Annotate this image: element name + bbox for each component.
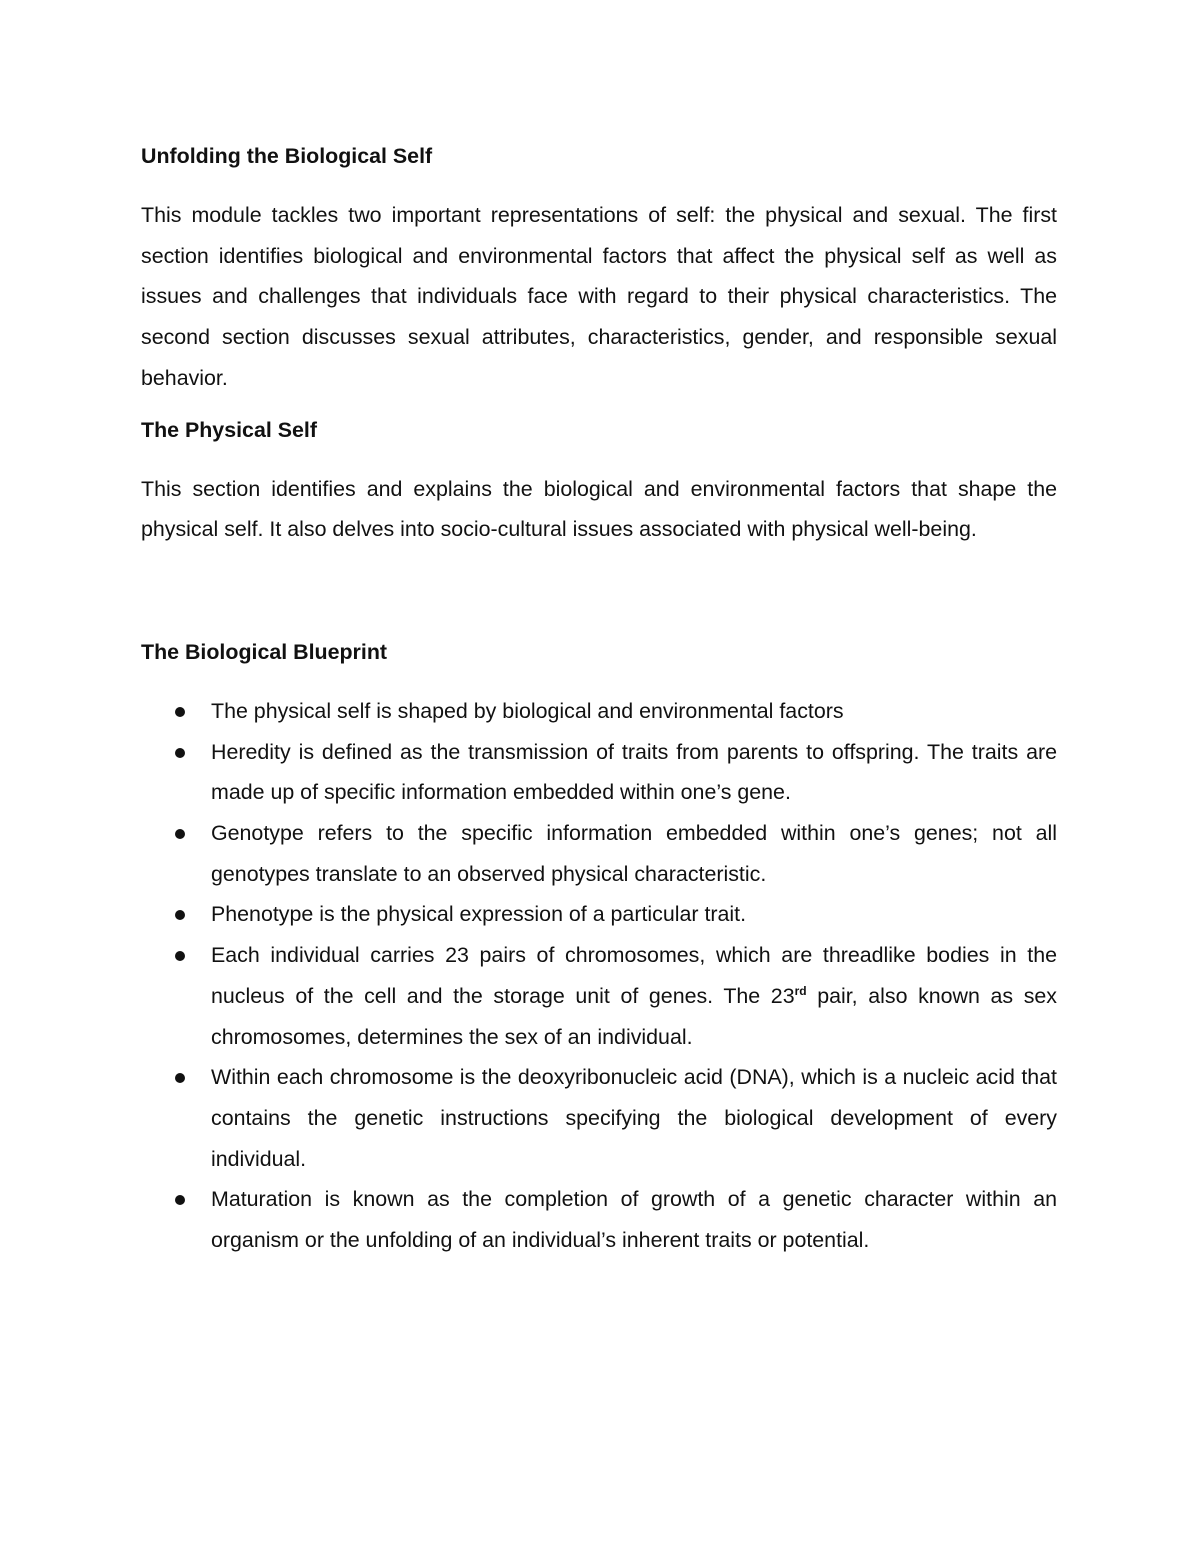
ordinal-superscript: rd <box>794 983 807 998</box>
list-item <box>141 691 1057 732</box>
bullet-icon <box>175 829 185 839</box>
bullet-text-after: pair, also known as sex chromosomes, determines the sex of an individual. <box>211 983 1057 1049</box>
physical-self-heading: The Physical Self <box>141 417 317 442</box>
list-item <box>141 732 1057 813</box>
bullet-icon <box>175 707 185 717</box>
bullet-text: Phenotype is the physical expression of a particular trait. <box>211 902 747 927</box>
bullet-text: Genotype refers to the specific information embedded within one’s genes; not all genotypes translate to an observed physical characteristic. <box>211 821 1057 886</box>
list-item <box>141 1179 1057 1260</box>
bullet-icon <box>175 748 185 758</box>
intro-paragraph: This module tackles two important representations of self: the physical and sexual. The first section identifies biological and environmental factors that affect the physical self as well as issues and challenges that individuals face with regard to their physical characteristics. The second section discusses sexual attributes, characteristics, gender, and responsible sexual behavior. <box>141 203 1057 390</box>
bullet-text: The physical self is shaped by biological and environmental factors <box>211 698 844 723</box>
bullet-text <box>211 943 1057 1048</box>
document-page <box>141 140 1057 1261</box>
bullet-icon <box>175 1195 185 1205</box>
bullet-text: Heredity is defined as the transmission of traits from parents to offspring. The traits are made up of specific information embedded within one’s gene. <box>211 739 1057 805</box>
bullet-icon <box>175 910 185 920</box>
blueprint-bullet-list <box>141 691 1057 1261</box>
list-item <box>141 813 1057 894</box>
list-item <box>141 935 1057 1057</box>
biological-blueprint-heading: The Biological Blueprint <box>141 639 388 664</box>
bullet-icon <box>175 951 185 961</box>
bullet-text: Maturation is known as the completion of growth of a genetic character within an organism or the unfolding of an individual’s inherent traits or potential. <box>211 1187 1057 1253</box>
bullet-text: Within each chromosome is the deoxyribonucleic acid (DNA), which is a nucleic acid that contains the genetic instructions specifying the biological development of every individual. <box>211 1065 1057 1171</box>
document-title: Unfolding the Biological Self <box>141 144 433 168</box>
bullet-icon <box>175 1073 185 1083</box>
bullet-text-before: Each individual carries 23 pairs of chromosomes, which are threadlike bodies in the nucleus of the cell and the storage unit of genes. The 23 <box>211 943 1057 1008</box>
physical-self-paragraph: This section identifies and explains the biological and environmental factors that shape the physical self. It also delves into socio-cultural issues associated with physical well-being. <box>141 476 1057 542</box>
list-item <box>141 894 1057 935</box>
list-item <box>141 1057 1057 1179</box>
